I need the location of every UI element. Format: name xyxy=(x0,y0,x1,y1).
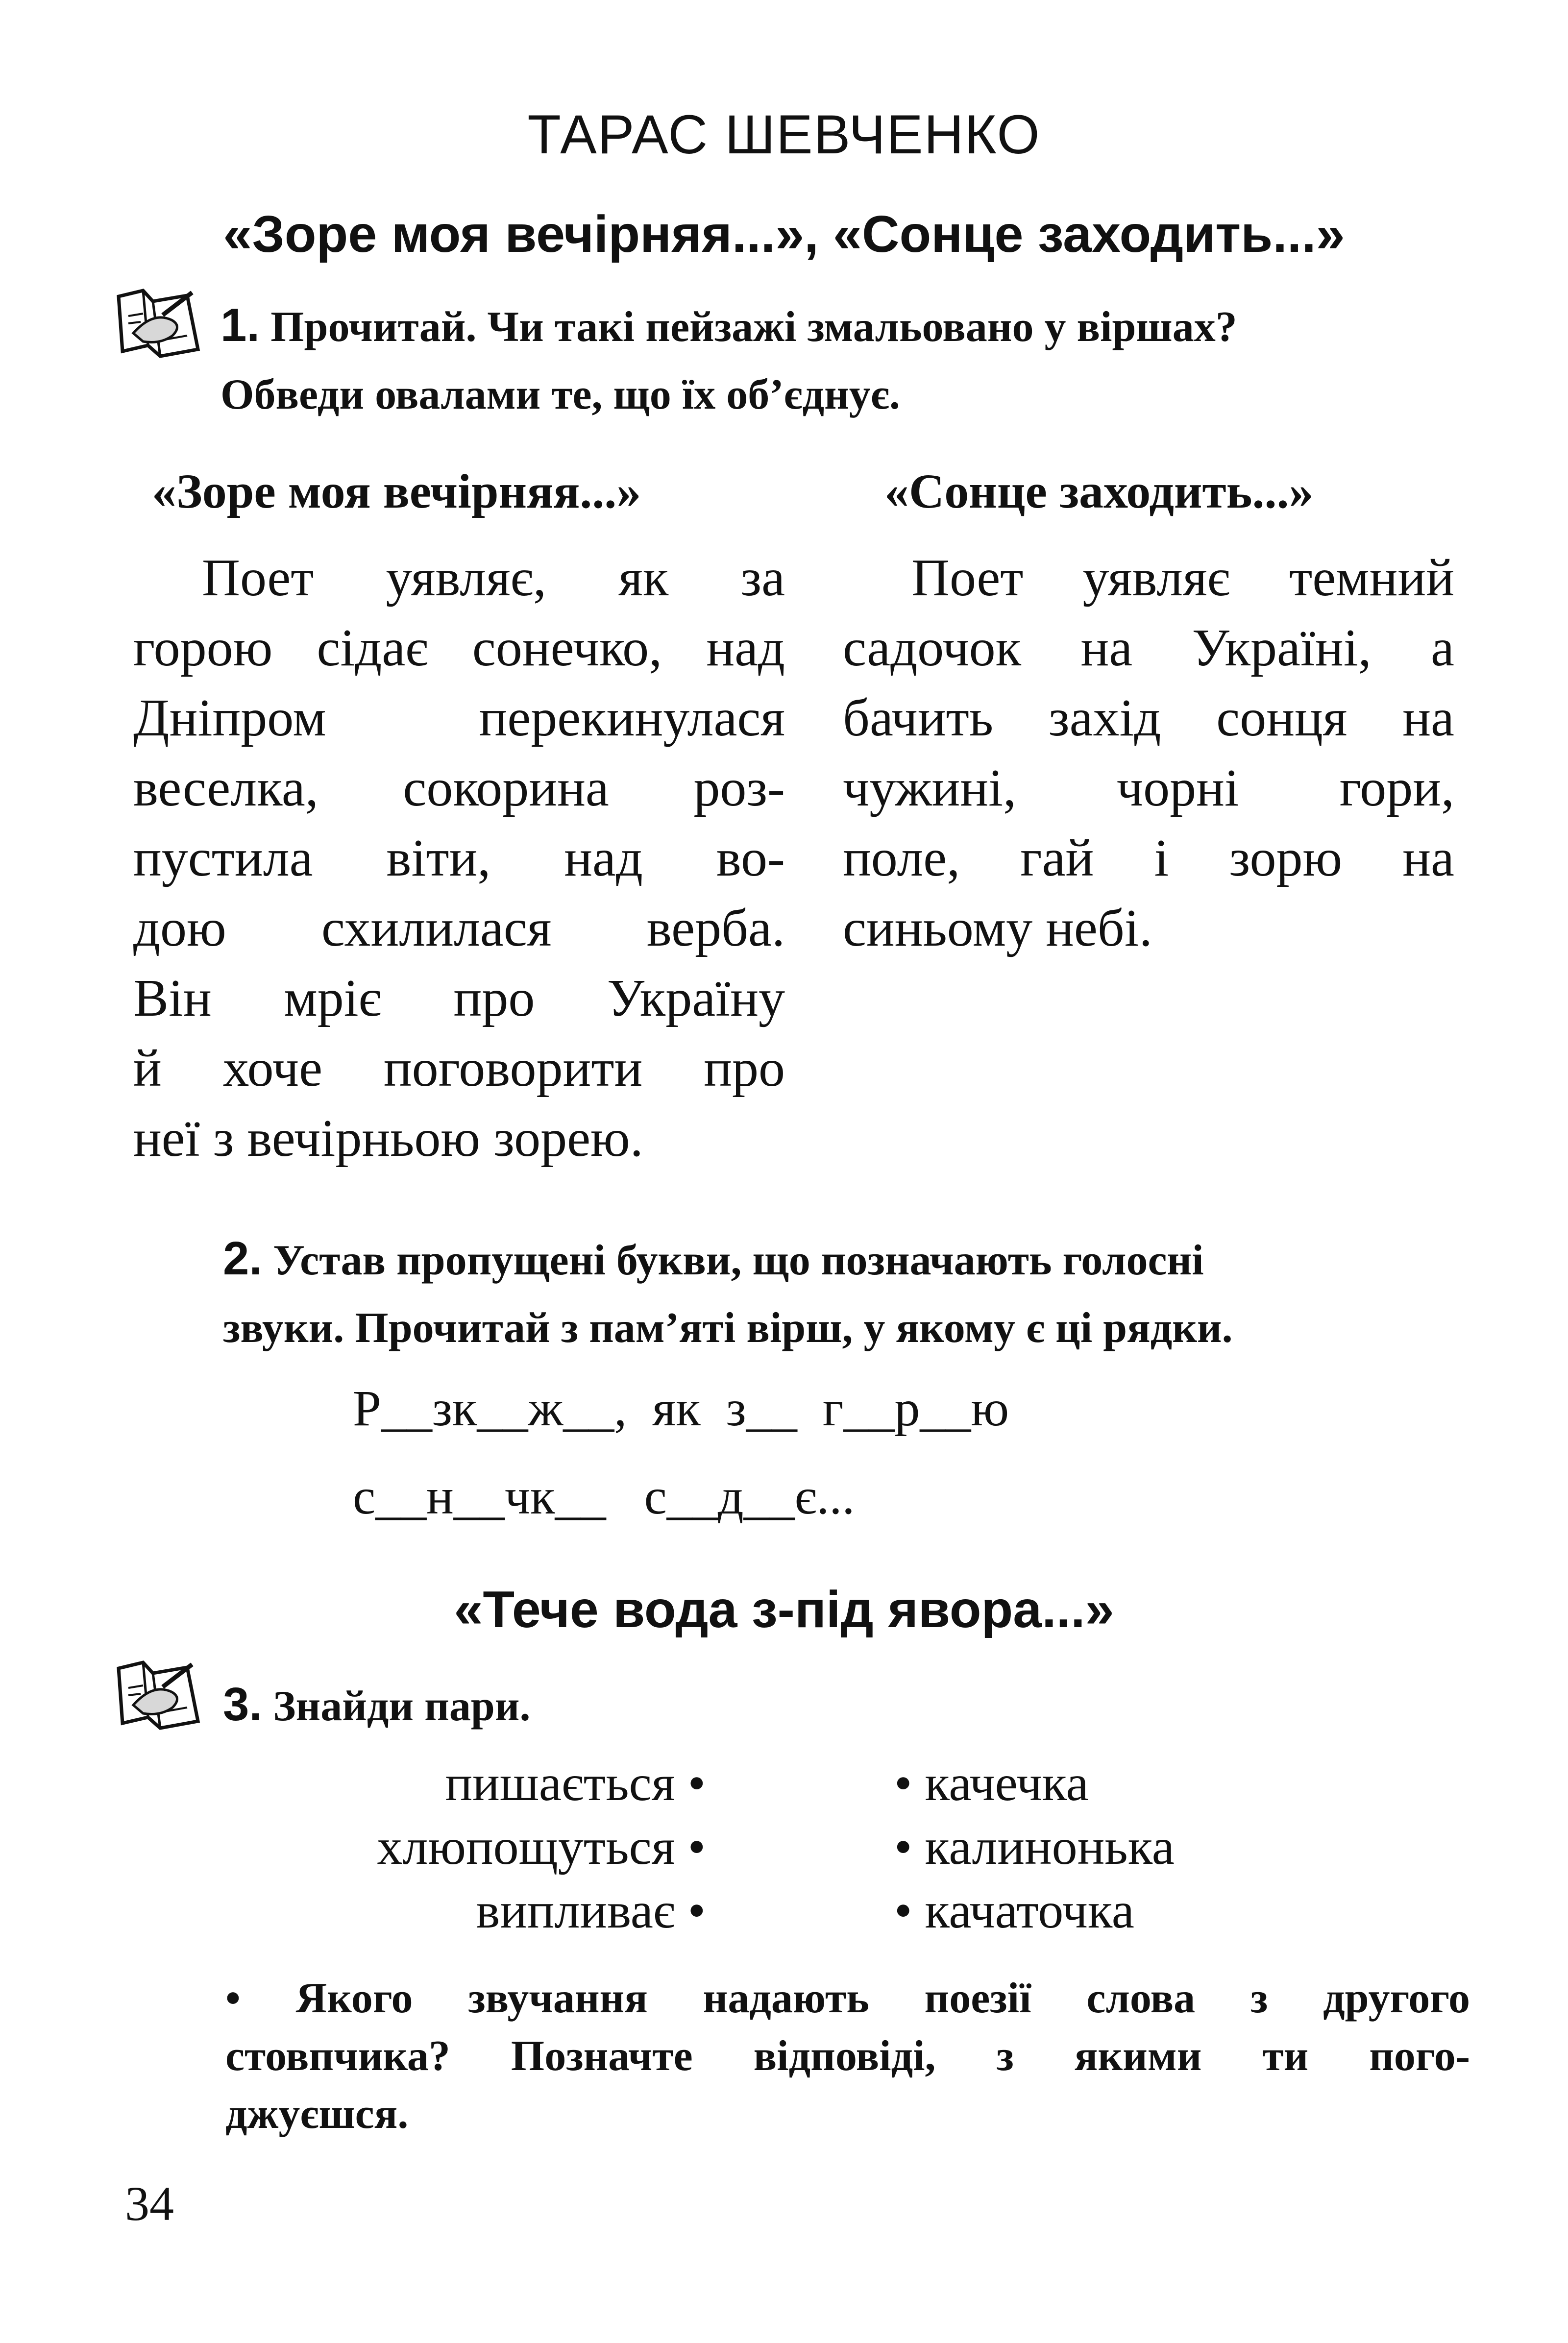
task-1-number: 1. xyxy=(220,299,260,351)
poem-1-title: «Зоре моя вечірняя...» xyxy=(152,464,641,518)
question-line: стовпчика? Позначте відповіді, з якими ти пого- xyxy=(225,2032,1470,2080)
poem-2-line: садочок на Україні, а xyxy=(843,619,1454,677)
task-2-number: 2. xyxy=(223,1232,263,1285)
poem-1-line: й хоче поговорити про xyxy=(133,1039,785,1098)
poem-1-line: Він мріє про Україну xyxy=(133,969,785,1027)
poem-2-line: Поет уявляє темний xyxy=(911,549,1454,607)
task-2-line-1: Устав пропущені букви, що позначають голосні xyxy=(273,1237,1204,1284)
page-number: 34 xyxy=(125,2176,174,2231)
poem-1-line: Поет уявляє, як за xyxy=(202,549,785,607)
poem-1-line: горою сідає сонечко, над xyxy=(133,619,785,677)
pair-right-word[interactable]: • калинонька xyxy=(894,1819,1175,1875)
task-3 xyxy=(223,1671,530,1740)
gap-line-1[interactable]: Р__зк__ж__, як з__ г__р__ю xyxy=(353,1380,1009,1437)
task-3-text: Знайди пари. xyxy=(273,1683,531,1730)
question-line: джуєшся. xyxy=(225,2090,409,2138)
poem-2-line: синьому небі. xyxy=(843,899,1152,957)
writing-hand-icon xyxy=(114,287,202,360)
poem-2-line: поле, гай і зорю на xyxy=(843,829,1454,887)
pair-right-word[interactable]: • качечка xyxy=(894,1755,1089,1811)
poem-1-line: дою схилилася верба. xyxy=(133,899,785,957)
task-1-line-1: Прочитай. Чи такі пейзажі змальовано у віршах? xyxy=(270,303,1237,351)
pairs-right-column xyxy=(894,1752,1335,1943)
question-line: • Якого звучання надають поезії слова з другого xyxy=(225,1975,1470,2022)
task-2-line-2: звуки. Прочитай з пам’яті вірш, у якому є ці рядки. xyxy=(223,1304,1233,1352)
poem-2-summary xyxy=(843,543,1454,963)
poem-2-line: чужині, чорні гори, xyxy=(843,759,1454,817)
poem-1-line: неї з вечірньою зорею. xyxy=(133,1109,643,1168)
gap-line-2[interactable]: с__н__чк__ с__д__є... xyxy=(353,1468,855,1525)
pair-right-word[interactable]: • качаточка xyxy=(894,1882,1134,1939)
poem-1-summary xyxy=(133,543,785,1173)
writing-hand-icon xyxy=(114,1659,202,1732)
pair-left-word[interactable]: випливає • xyxy=(476,1882,706,1939)
author-heading: ТАРАС ШЕВЧЕНКО xyxy=(527,104,1041,165)
poem-1-line: Дніпром перекинулася xyxy=(133,689,785,747)
poem-2-title: «Сонце заходить...» xyxy=(884,464,1314,518)
poem-1-line: пустила віти, над во- xyxy=(133,829,785,887)
pair-left-word[interactable]: пишається • xyxy=(445,1755,706,1811)
section-title-1: «Зоре моя вечірняя...», «Сонце заходить...» xyxy=(223,205,1345,263)
task-1 xyxy=(220,292,1455,429)
task-1-line-2: Обведи овалами те, що їх об’єднує. xyxy=(220,371,900,418)
poem-2-line: бачить захід сонця на xyxy=(843,689,1454,747)
task-3-number: 3. xyxy=(223,1678,263,1731)
task-2 xyxy=(223,1225,1458,1362)
follow-up-question xyxy=(225,1970,1470,2143)
poem-1-line: веселка, сокорина роз- xyxy=(133,759,785,817)
section-title-2: «Тече вода з-під явора...» xyxy=(454,1581,1114,1638)
pair-left-word[interactable]: хлюпощуться • xyxy=(377,1819,706,1875)
pairs-left-column xyxy=(196,1752,706,1943)
